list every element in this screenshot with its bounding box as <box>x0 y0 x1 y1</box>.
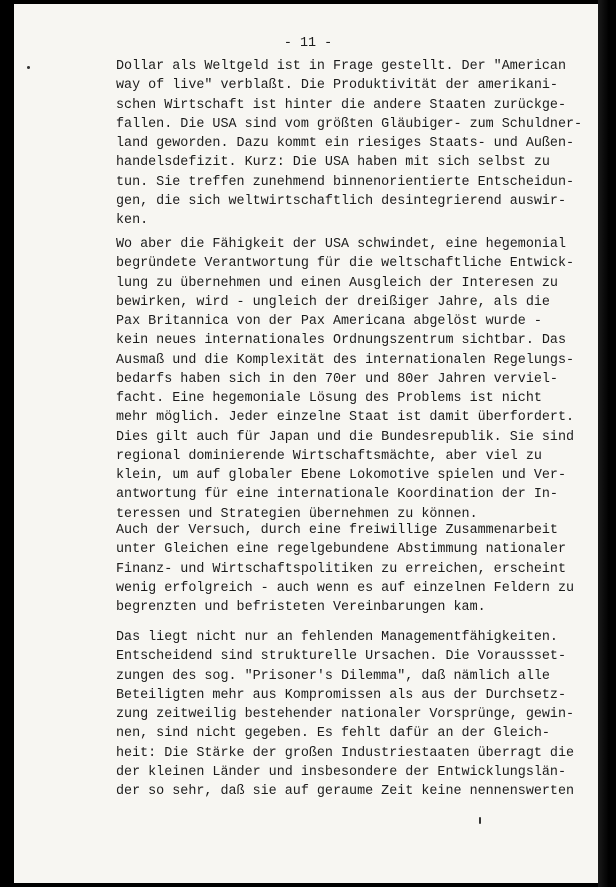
text-line: way of live" verblaßt. Die Produktivität der amerikani- <box>116 78 558 94</box>
text-line: heit: Die Stärke der großen Industriestaaten überragt die <box>116 745 575 761</box>
text-line: Dollar als Weltgeld ist in Frage gestellt. Der "American <box>116 59 566 74</box>
text-line: Auch der Versuch, durch eine freiwillige Zusammenarbeit <box>116 523 558 538</box>
text-line: fallen. Die USA sind vom größten Gläubiger- zum Schuldner- <box>116 116 583 132</box>
paragraph-2 <box>116 235 575 524</box>
text-line: facht. Eine hegemoniale Lösung des Problems ist nicht <box>116 391 542 406</box>
text-line: gen, die sich weltwirtschaftlich desintegrierend auswir- <box>116 193 566 209</box>
page-number: - 11 - <box>283 36 333 51</box>
text-line: begründete Verantwortung für die weltschaftliche Entwick- <box>116 256 575 272</box>
text-line: ken. <box>116 213 149 228</box>
text-line: mehr möglich. Jeder einzelne Staat ist damit überfordert. <box>116 410 575 426</box>
text-line: zungen des sog. "Prisoner's Dilemma", daß nämlich alle <box>116 668 550 684</box>
text-line: nen, sind nicht gegeben. Es fehlt dafür an der Gleich- <box>116 726 550 742</box>
text-line: bedarfs haben sich in den 70er und 80er Jahren verviel- <box>116 371 558 387</box>
text-line: Entscheidend sind strukturelle Ursachen. Die Voraussset- <box>116 649 566 665</box>
scan-speck <box>27 66 30 69</box>
text-line: schen Wirtschaft ist hinter die andere Staaten zurückge- <box>116 97 566 113</box>
paragraph-3 <box>116 521 575 617</box>
text-line: Das liegt nicht nur an fehlenden Managementfähigkeiten. <box>116 630 558 645</box>
text-line: Dies gilt auch für Japan und die Bundesrepublik. Sie sind <box>116 429 575 445</box>
text-line: klein, um auf globaler Ebene Lokomotive spielen und Ver- <box>116 468 566 483</box>
text-line: teressen und Strategien übernehmen zu können. <box>116 506 478 522</box>
text-line: unter Gleichen eine regelgebundene Abstimmung nationaler <box>116 542 566 558</box>
text-line: Ausmaß und die Komplexität des internationalen Regelungs- <box>116 352 575 368</box>
text-line: handelsdefizit. Kurz: Die USA haben mit sich selbst zu <box>116 155 550 171</box>
text-line: Finanz- und Wirtschaftspolitiken zu erreichen, erscheint <box>116 561 566 577</box>
text-line: antwortung für eine internationale Koordination der In- <box>116 487 558 503</box>
text-line: zung zeitweilig bestehender nationaler Vorsprünge, gewin- <box>116 707 575 722</box>
scan-speck <box>479 817 481 824</box>
text-line: begrenzten und befristeten Vereinbarungen kam. <box>116 600 486 615</box>
scan-edge-shadow <box>598 0 616 887</box>
text-line: Beteiligten mehr aus Kompromissen als aus der Durchsetz- <box>116 687 566 703</box>
paragraph-4 <box>116 628 575 801</box>
text-line: der so sehr, daß sie auf geraume Zeit keine nennenswerten <box>116 784 575 799</box>
text-line: land geworden. Dazu kommt ein riesiges Staats- und Außen- <box>116 136 575 151</box>
text-line: lung zu übernehmen und einen Ausgleich der Interesen zu <box>116 275 558 291</box>
text-line: wenig erfolgreich - auch wenn es auf einzelnen Feldern zu <box>116 580 575 596</box>
text-line: regional dominierende Wirtschaftsmächte, aber viel zu <box>116 448 542 464</box>
text-line: der kleinen Länder und insbesondere der Entwicklungslän- <box>116 764 566 780</box>
text-line: Wo aber die Fähigkeit der USA schwindet, eine hegemonial <box>116 237 566 252</box>
text-line: kein neues internationales Ordnungszentrum sichtbar. Das <box>116 333 566 349</box>
paragraph-1 <box>116 57 583 230</box>
text-line: Pax Britannica von der Pax Americana abgelöst wurde - <box>116 314 542 329</box>
text-line: bewirken, wird - ungleich der dreißiger Jahre, als die <box>116 294 550 310</box>
text-line: tun. Sie treffen zunehmend binnenorientierte Entscheidun- <box>116 174 575 190</box>
